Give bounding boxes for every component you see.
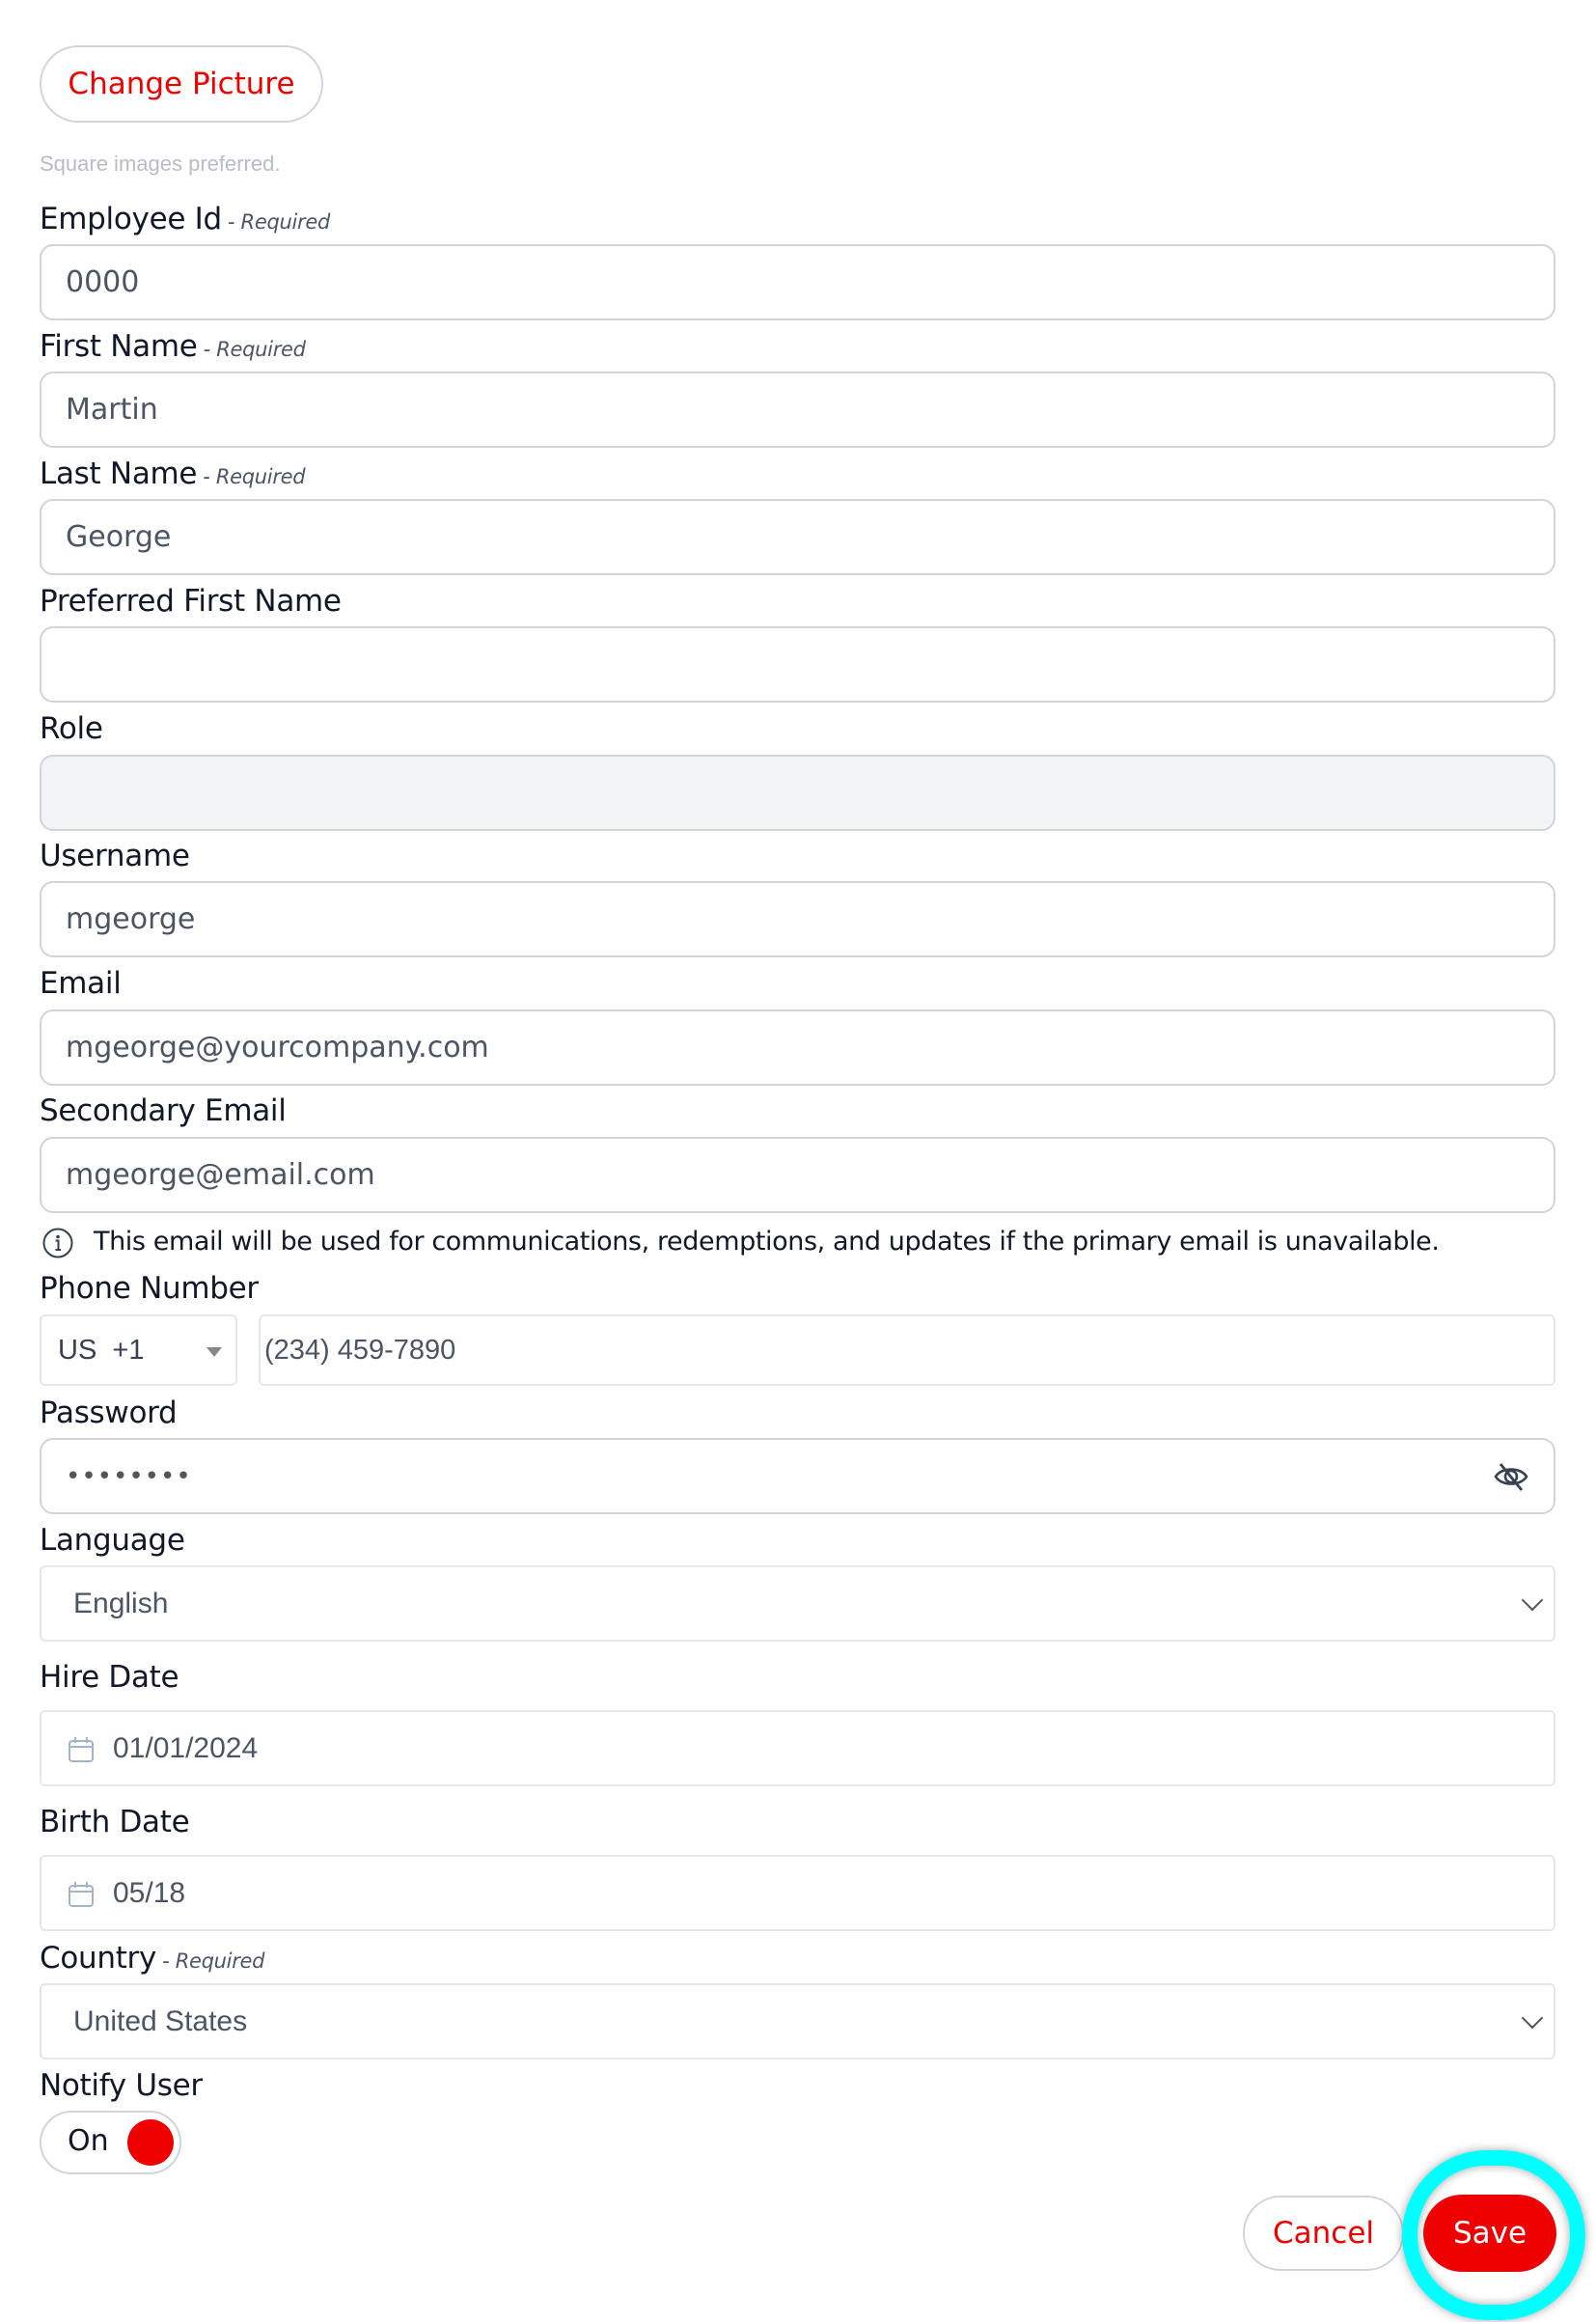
country-select[interactable] bbox=[40, 1983, 1555, 2059]
language-value: English bbox=[73, 1587, 169, 1619]
secondary-email-info: This email will be used for communications, redemptions, and updates if the primary email is unavailable. bbox=[94, 1227, 1440, 1257]
language-select[interactable] bbox=[40, 1565, 1555, 1642]
first-name-value: Martin bbox=[66, 393, 158, 427]
employee-id-value: 0000 bbox=[66, 265, 140, 299]
secondary-email-label: Secondary Email bbox=[40, 1093, 287, 1128]
phone-country-value: US +1 bbox=[58, 1334, 145, 1366]
phone-country-select[interactable] bbox=[40, 1314, 237, 1386]
required-marker: - Required bbox=[227, 210, 331, 234]
phone-number-label: Phone Number bbox=[40, 1271, 259, 1306]
secondary-email-value: mgeorge@email.com bbox=[66, 1158, 375, 1192]
save-button[interactable] bbox=[1423, 2195, 1556, 2272]
notify-user-label: Notify User bbox=[40, 2068, 203, 2103]
username-value: mgeorge bbox=[66, 902, 196, 936]
birth-date-input[interactable] bbox=[40, 1855, 1555, 1931]
birth-date-value: 05/18 bbox=[113, 1876, 186, 1909]
toggle-state-label: On bbox=[68, 2124, 109, 2158]
email-value: mgeorge@yourcompany.com bbox=[66, 1031, 489, 1064]
country-label bbox=[40, 1939, 264, 1980]
role-input bbox=[40, 755, 1555, 831]
calendar-icon bbox=[68, 1736, 95, 1763]
change-picture-button[interactable] bbox=[40, 45, 323, 123]
calendar-icon bbox=[68, 1881, 95, 1908]
language-label: Language bbox=[40, 1523, 185, 1558]
first-name-input[interactable] bbox=[40, 372, 1555, 448]
phone-number-input[interactable] bbox=[259, 1314, 1555, 1386]
last-name-value: George bbox=[66, 520, 172, 554]
eye-slash-icon[interactable] bbox=[1493, 1461, 1529, 1492]
hire-date-input[interactable] bbox=[40, 1710, 1555, 1786]
role-label: Role bbox=[40, 711, 103, 746]
required-marker: - Required bbox=[203, 465, 306, 488]
notify-user-toggle[interactable] bbox=[40, 2111, 181, 2174]
country-value: United States bbox=[73, 2004, 248, 2037]
toggle-knob bbox=[127, 2119, 174, 2166]
employee-id-label-text: Employee Id bbox=[40, 202, 222, 236]
secondary-email-input[interactable] bbox=[40, 1137, 1555, 1213]
required-marker: - Required bbox=[203, 338, 306, 361]
cancel-label: Cancel bbox=[1272, 2216, 1375, 2251]
employee-id-input[interactable] bbox=[40, 244, 1555, 320]
chevron-down-icon bbox=[1522, 1589, 1544, 1611]
preferred-first-name-input[interactable] bbox=[40, 626, 1555, 703]
last-name-input[interactable] bbox=[40, 499, 1555, 575]
preferred-first-name-label: Preferred First Name bbox=[40, 584, 342, 619]
password-input[interactable] bbox=[40, 1438, 1555, 1514]
hire-date-label: Hire Date bbox=[40, 1660, 179, 1695]
picture-hint: Square images preferred. bbox=[40, 152, 281, 176]
last-name-label-text: Last Name bbox=[40, 456, 198, 491]
password-label: Password bbox=[40, 1396, 178, 1430]
chevron-down-icon bbox=[1522, 2006, 1544, 2029]
caret-down-icon bbox=[206, 1347, 222, 1357]
username-input[interactable] bbox=[40, 881, 1555, 957]
save-label: Save bbox=[1452, 2216, 1527, 2251]
hire-date-value: 01/01/2024 bbox=[113, 1731, 259, 1764]
email-label: Email bbox=[40, 966, 122, 1001]
employee-id-label bbox=[40, 200, 330, 241]
cancel-button[interactable] bbox=[1243, 2196, 1404, 2271]
required-marker: - Required bbox=[162, 1949, 265, 1973]
change-picture-label: Change Picture bbox=[68, 67, 295, 101]
birth-date-label: Birth Date bbox=[40, 1805, 190, 1839]
last-name-label bbox=[40, 455, 305, 496]
country-label-text: Country bbox=[40, 1941, 157, 1976]
phone-number-value: (234) 459-7890 bbox=[264, 1334, 456, 1366]
username-label: Username bbox=[40, 839, 190, 873]
first-name-label bbox=[40, 327, 306, 369]
first-name-label-text: First Name bbox=[40, 329, 198, 364]
password-value: •••••••• bbox=[66, 1461, 192, 1491]
info-circle-icon bbox=[41, 1227, 74, 1259]
email-input[interactable] bbox=[40, 1009, 1555, 1086]
